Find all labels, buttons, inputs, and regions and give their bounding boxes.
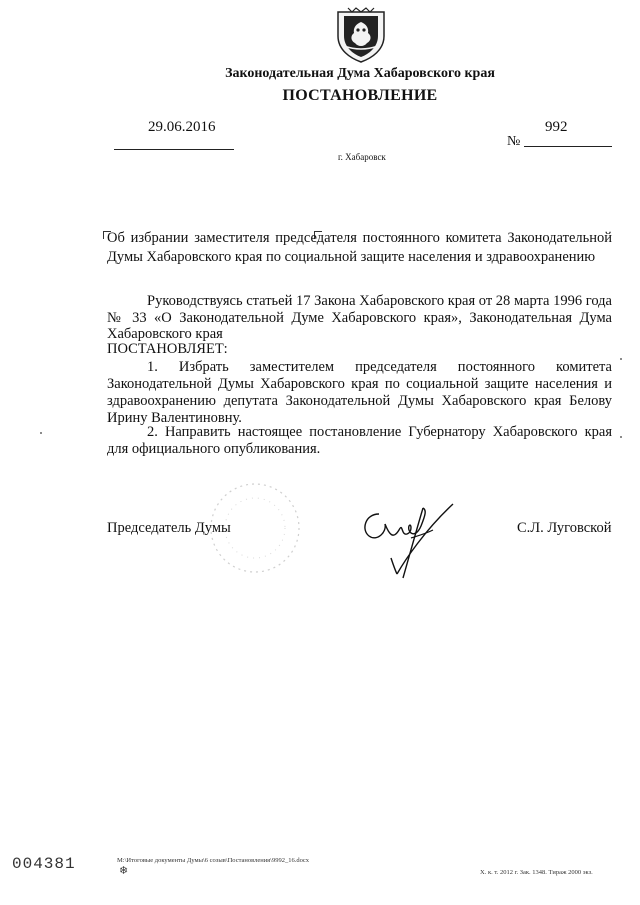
footer-document-number: 004381: [12, 855, 76, 873]
snowflake-icon: ❄: [119, 865, 129, 877]
decree-item-2: 2. Направить настоящее постановление Губернатору Хабаровского края для официального опубликования.: [107, 424, 612, 457]
decree-heading: ПОСТАНОВЛЯЕТ:: [107, 341, 228, 357]
organization-title: Законодательная Дума Хабаровского края: [225, 66, 495, 81]
signer-name: С.Л. Луговской: [517, 520, 612, 536]
footer-print-info: Х. к. т. 2012 г. Зак. 1348. Тираж 2000 экз.: [480, 869, 593, 876]
signer-title: Председатель Думы: [107, 520, 231, 536]
footer-file-path: М:\Итоговые документы Думы\6 созыв\Постановления\9992_16.docx: [117, 857, 309, 864]
document-type: ПОСТАНОВЛЕНИЕ: [282, 87, 438, 104]
document-date: 29.06.2016: [148, 119, 216, 135]
preamble-paragraph: Руководствуясь статьей 17 Закона Хабаровского края от 28 марта 1996 года № 33 «О Законодательной Думе Хабаровского края», Законодательная Дума Хабаровского края: [107, 293, 612, 342]
city-label: г. Хабаровск: [338, 152, 386, 162]
decree-item-1: 1. Избрать заместителем председателя постоянного комитета Законодательной Думы Хабаровского края по социальной защите населения и здравоохранению депутата Законодательной Думы Хабаровского края Белову Ирину Валентиновну.: [107, 359, 612, 426]
scan-dot: [40, 432, 42, 434]
scan-dot: [620, 436, 622, 438]
handwritten-signature: [355, 500, 460, 580]
date-underline: [114, 149, 234, 150]
number-sign: №: [507, 134, 521, 149]
document-subject: Об избрании заместителя председателя постоянного комитета Законодательной Думы Хабаровского края по социальной защите населения и здравоохранению: [107, 230, 612, 265]
number-underline: [524, 146, 612, 147]
scan-dot: [620, 358, 622, 360]
document-number: 992: [545, 119, 568, 135]
coat-of-arms-emblem: [330, 6, 392, 64]
